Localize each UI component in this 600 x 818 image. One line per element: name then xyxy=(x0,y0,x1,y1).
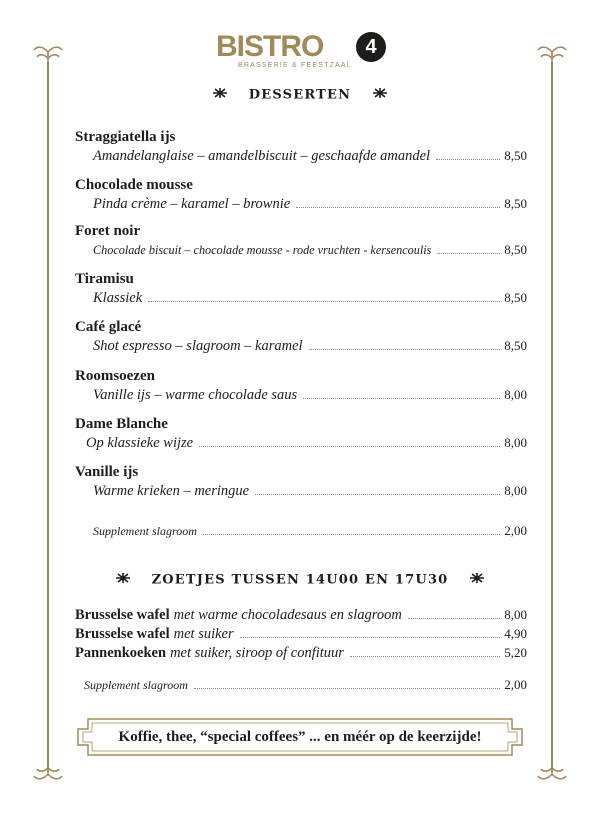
item-name: Chocolade mousse xyxy=(75,177,193,193)
leader-dots xyxy=(437,252,500,254)
leader-dots xyxy=(194,687,500,689)
menu-item xyxy=(75,463,527,500)
item-name: Brusselse wafel xyxy=(75,626,170,642)
leader-dots xyxy=(199,445,500,447)
zoetjes-item xyxy=(75,625,527,643)
menu-item xyxy=(75,415,527,452)
supplement-label: Supplement slagroom xyxy=(84,678,188,692)
item-name: Vanille ijs xyxy=(75,464,139,480)
logo-badge: 4 xyxy=(356,32,386,62)
item-description: Amandelanglaise – amandelbiscuit – geschaafde amandel xyxy=(93,148,431,164)
supplement-price: 2,00 xyxy=(504,677,527,692)
desserts-title: DESSERTEN xyxy=(248,87,352,103)
item-description: Op klassieke wijze xyxy=(86,435,194,451)
right-border-line xyxy=(551,62,553,768)
item-description: Chocolade biscuit – chocolade mousse - rode vruchten - kersencoulis xyxy=(93,243,432,257)
item-price: 8,00 xyxy=(504,607,527,622)
leader-dots xyxy=(148,300,500,302)
item-price: 8,50 xyxy=(504,338,527,353)
flourish-right-icon xyxy=(369,86,391,104)
leader-dots xyxy=(350,655,500,657)
menu-item xyxy=(75,270,527,307)
item-description: Shot espresso – slagroom – karamel xyxy=(93,338,303,354)
leader-dots xyxy=(255,493,500,495)
item-description: Vanille ijs – warme chocolade saus xyxy=(93,387,298,403)
leader-dots xyxy=(408,617,500,619)
zoetjes-supplement-row xyxy=(84,677,527,693)
item-name: Brusselse wafel xyxy=(75,607,170,623)
menu-item xyxy=(75,222,527,259)
item-description: Pinda crème – karamel – brownie xyxy=(93,196,291,212)
item-name: Straggiatella ijs xyxy=(75,129,176,145)
leader-dots xyxy=(303,397,500,399)
item-price: 8,50 xyxy=(504,290,527,305)
item-price: 4,90 xyxy=(504,626,527,641)
item-name: Dame Blanche xyxy=(75,416,168,432)
supplement-label: Supplement slagroom xyxy=(93,524,197,538)
keerzijde-banner xyxy=(76,717,524,757)
menu-item xyxy=(75,318,527,355)
item-description: Warme krieken – meringue xyxy=(93,483,250,499)
left-border-line xyxy=(47,62,49,768)
supplement-price: 2,00 xyxy=(504,523,527,538)
item-price: 8,00 xyxy=(504,387,527,402)
item-name: Tiramisu xyxy=(75,271,134,287)
menu-item xyxy=(75,367,527,404)
bistro-logo xyxy=(216,30,396,70)
logo-subtitle: BRASSERIE & FEESTZAAL xyxy=(238,62,352,69)
menu-item xyxy=(75,176,527,213)
item-price: 8,00 xyxy=(504,435,527,450)
top-left-ornament-icon xyxy=(33,44,63,70)
banner-text: Koffie, thee, “special coffees” ... en méér op de keerzijde! xyxy=(118,729,482,745)
zoetjes-title: ZOETJES TUSSEN 14U00 EN 17U30 xyxy=(151,572,449,588)
leader-dots xyxy=(240,636,501,638)
bottom-left-ornament-icon xyxy=(33,756,63,782)
zoetjes-item xyxy=(75,606,527,624)
item-description: Klassiek xyxy=(93,290,143,306)
item-price: 8,50 xyxy=(504,196,527,211)
item-description: met warme chocoladesaus en slagroom xyxy=(173,607,402,623)
item-description: met suiker, siroop of confituur xyxy=(170,645,344,661)
flourish-right-icon xyxy=(466,571,488,589)
leader-dots xyxy=(296,206,500,208)
dessert-supplement-row xyxy=(93,523,527,539)
menu-item xyxy=(75,128,527,165)
top-right-ornament-icon xyxy=(537,44,567,70)
flourish-left-icon xyxy=(209,86,231,104)
zoetjes-item xyxy=(75,644,527,662)
item-name: Roomsoezen xyxy=(75,368,155,384)
leader-dots xyxy=(203,533,500,535)
zoetjes-heading xyxy=(0,571,600,589)
flourish-left-icon xyxy=(112,571,134,589)
item-name: Pannenkoeken xyxy=(75,645,167,661)
item-price: 8,50 xyxy=(504,148,527,163)
item-price: 8,00 xyxy=(504,483,527,498)
item-price: 5,20 xyxy=(504,645,527,660)
leader-dots xyxy=(309,348,501,350)
bottom-right-ornament-icon xyxy=(537,756,567,782)
item-price: 8,50 xyxy=(504,242,527,257)
leader-dots xyxy=(436,158,500,160)
item-description: met suiker xyxy=(173,626,234,642)
item-name: Café glacé xyxy=(75,319,142,335)
logo-wordmark: BISTRO xyxy=(216,30,324,63)
desserts-heading xyxy=(0,86,600,104)
item-name: Foret noir xyxy=(75,223,141,239)
